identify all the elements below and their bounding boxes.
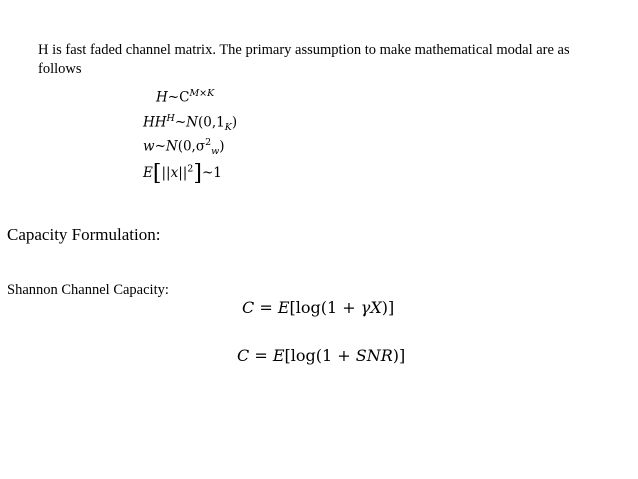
eq3-arg-sup: 2 [205,137,212,148]
eq2-lhs-sup: H [166,113,175,124]
section-subheading: Shannon Channel Capacity: [7,282,169,298]
equation-channel-matrix [156,88,214,106]
cap1-x: X [370,298,382,317]
eq4-power: 2 [187,163,194,175]
eq3-args-open: (0, [177,138,196,155]
cap2-close: )] [392,346,406,365]
eq3-dist: N [165,138,178,155]
eq2-args-open: (0, [197,114,217,131]
cap2-lhs: C [237,346,250,365]
cap2-e: E [272,346,285,365]
cap1-open: [log(1 + [289,298,361,317]
eq4-expect: E [143,165,153,181]
cap1-lhs: C [242,298,255,317]
eq1-op: ~ [167,89,180,106]
eq4-norm-close: || [178,165,188,181]
eq4-op: ~ [201,165,214,181]
eq3-arg: σ [195,138,206,155]
cap2-eq: = [249,346,273,365]
capacity-formula-gamma [242,298,394,317]
eq2-op: ~ [174,114,187,131]
equation-gram-distribution [143,113,237,133]
eq2-args-close: ) [231,114,238,131]
cap1-eq: = [254,298,278,317]
eq4-var: x [170,165,179,181]
eq2-arg-sub: K [224,122,232,134]
intro-paragraph: H is fast faded channel matrix. The primary assumption to make mathematical modal are as follows [38,42,570,77]
eq2-dist: N [186,114,198,131]
eq1-set: C [179,89,190,106]
equation-noise-distribution [143,137,225,157]
eq4-norm-open: || [161,165,171,181]
eq4-bracket-close: ] [193,161,202,186]
cap1-gamma: γ [360,298,371,317]
eq3-op: ~ [154,138,166,155]
cap2-snr: SNR [355,346,393,365]
section-heading: Capacity Formulation: [7,225,161,244]
cap2-open: [log(1 + [284,346,356,365]
eq1-lhs: H [156,89,168,106]
eq1-sup: M×K [189,88,215,99]
eq2-arg: 1 [216,114,225,131]
capacity-formula-snr [237,346,405,365]
equation-power-constraint [143,161,222,186]
eq3-lhs: w [143,138,155,155]
cap1-e: E [277,298,290,317]
eq4-bracket-open: [ [152,161,162,186]
eq4-rhs: 1 [213,165,222,181]
eq2-lhs: HH [143,114,167,131]
eq3-args-close: ) [219,138,225,155]
eq3-arg-sub: w [211,146,220,158]
cap1-close: )] [381,298,395,317]
